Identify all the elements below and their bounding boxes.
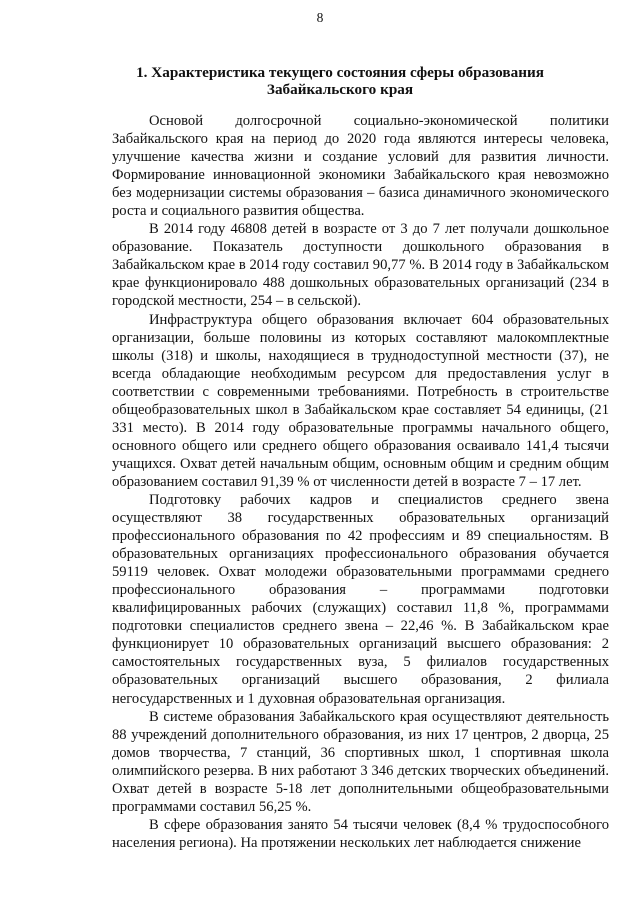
section-title xyxy=(112,64,568,98)
section-title-line-1: 1. Характеристика текущего состояния сферы образования xyxy=(136,64,544,81)
paragraph-employment: В сфере образования занято 54 тысячи человек (8,4 % трудоспособного населения региона). На протяжении нескольких лет наблюдается снижение xyxy=(112,816,609,851)
paragraph-general-education: Инфраструктура общего образования включает 604 образовательных организации, больше половины из которых составляют малокомплектные школы (318) и школы, находящиеся в труднодоступной местности (37), не всегда обладающие необходимым ресурсом для предоставления услуг в соответствии с современными требованиями. Потребность в строительстве общеобразовательных школ в Забайкальском крае составляет 54 единицы, (21 331 место). В 2014 году образовательные программы начального общего, основного общего или среднего общего образования осваивало 141,4 тысячи учащихся. Охват детей начальным общим, основным общим и средним общим образованием составил 91,39 % от численности детей в возрасте 7 – 17 лет. xyxy=(112,311,609,490)
section-title-line-2: Забайкальского края xyxy=(266,81,414,98)
document-body xyxy=(112,112,609,852)
paragraph-additional-education: В системе образования Забайкальского края осуществляют деятельность 88 учреждений дополнительного образования, из них 17 центров, 2 дворца, 25 домов творчества, 7 станций, 36 спортивных школ, 1 спортивная школа олимпийского резерва. В них работают 3 346 детских творческих объединений. Охват детей в возрасте 5-18 лет дополнительными общеобразовательными программами составил 56,25 %. xyxy=(112,708,609,815)
paragraph-preschool: В 2014 году 46808 детей в возрасте от 3 до 7 лет получали дошкольное образование. Показатель доступности дошкольного образования в Забайкальском крае в 2014 году составил 90,77 %. В 2014 году в Забайкальском крае функционировало 488 дошкольных образовательных организаций (234 в городской местности, 254 – в сельской). xyxy=(112,221,609,310)
paragraph-education-policy: Основой долгосрочной социально-экономической политики Забайкальского края на период до 2020 года являются интересы человека, улучшение качества жизни и создание условий для развития личности. Формирование инновационной экономики Забайкальского края невозможно без модернизации системы образования – базиса динамичного экономического роста и социального развития общества. xyxy=(112,113,609,220)
paragraph-professional-education: Подготовку рабочих кадров и специалистов среднего звена осуществляют 38 государственных образовательных организаций профессионального образования по 42 профессиям и 89 специальностям. В образовательных организациях профессионального образования обучается 59119 человек. Охват молодежи образовательными программами среднего профессионального образования – программами подготовки квалифицированных рабочих (служащих) составил 11,8 %, программами подготовки специалистов среднего звена – 22,46 %. В Забайкальском крае функционирует 10 образовательных организаций высшего образования: 2 самостоятельных государственных вуза, 5 филиалов государственных образовательных организаций высшего образования, 2 филиала негосударственных и 1 духовная образовательная организация. xyxy=(112,491,609,707)
page-number: 8 xyxy=(316,10,324,25)
